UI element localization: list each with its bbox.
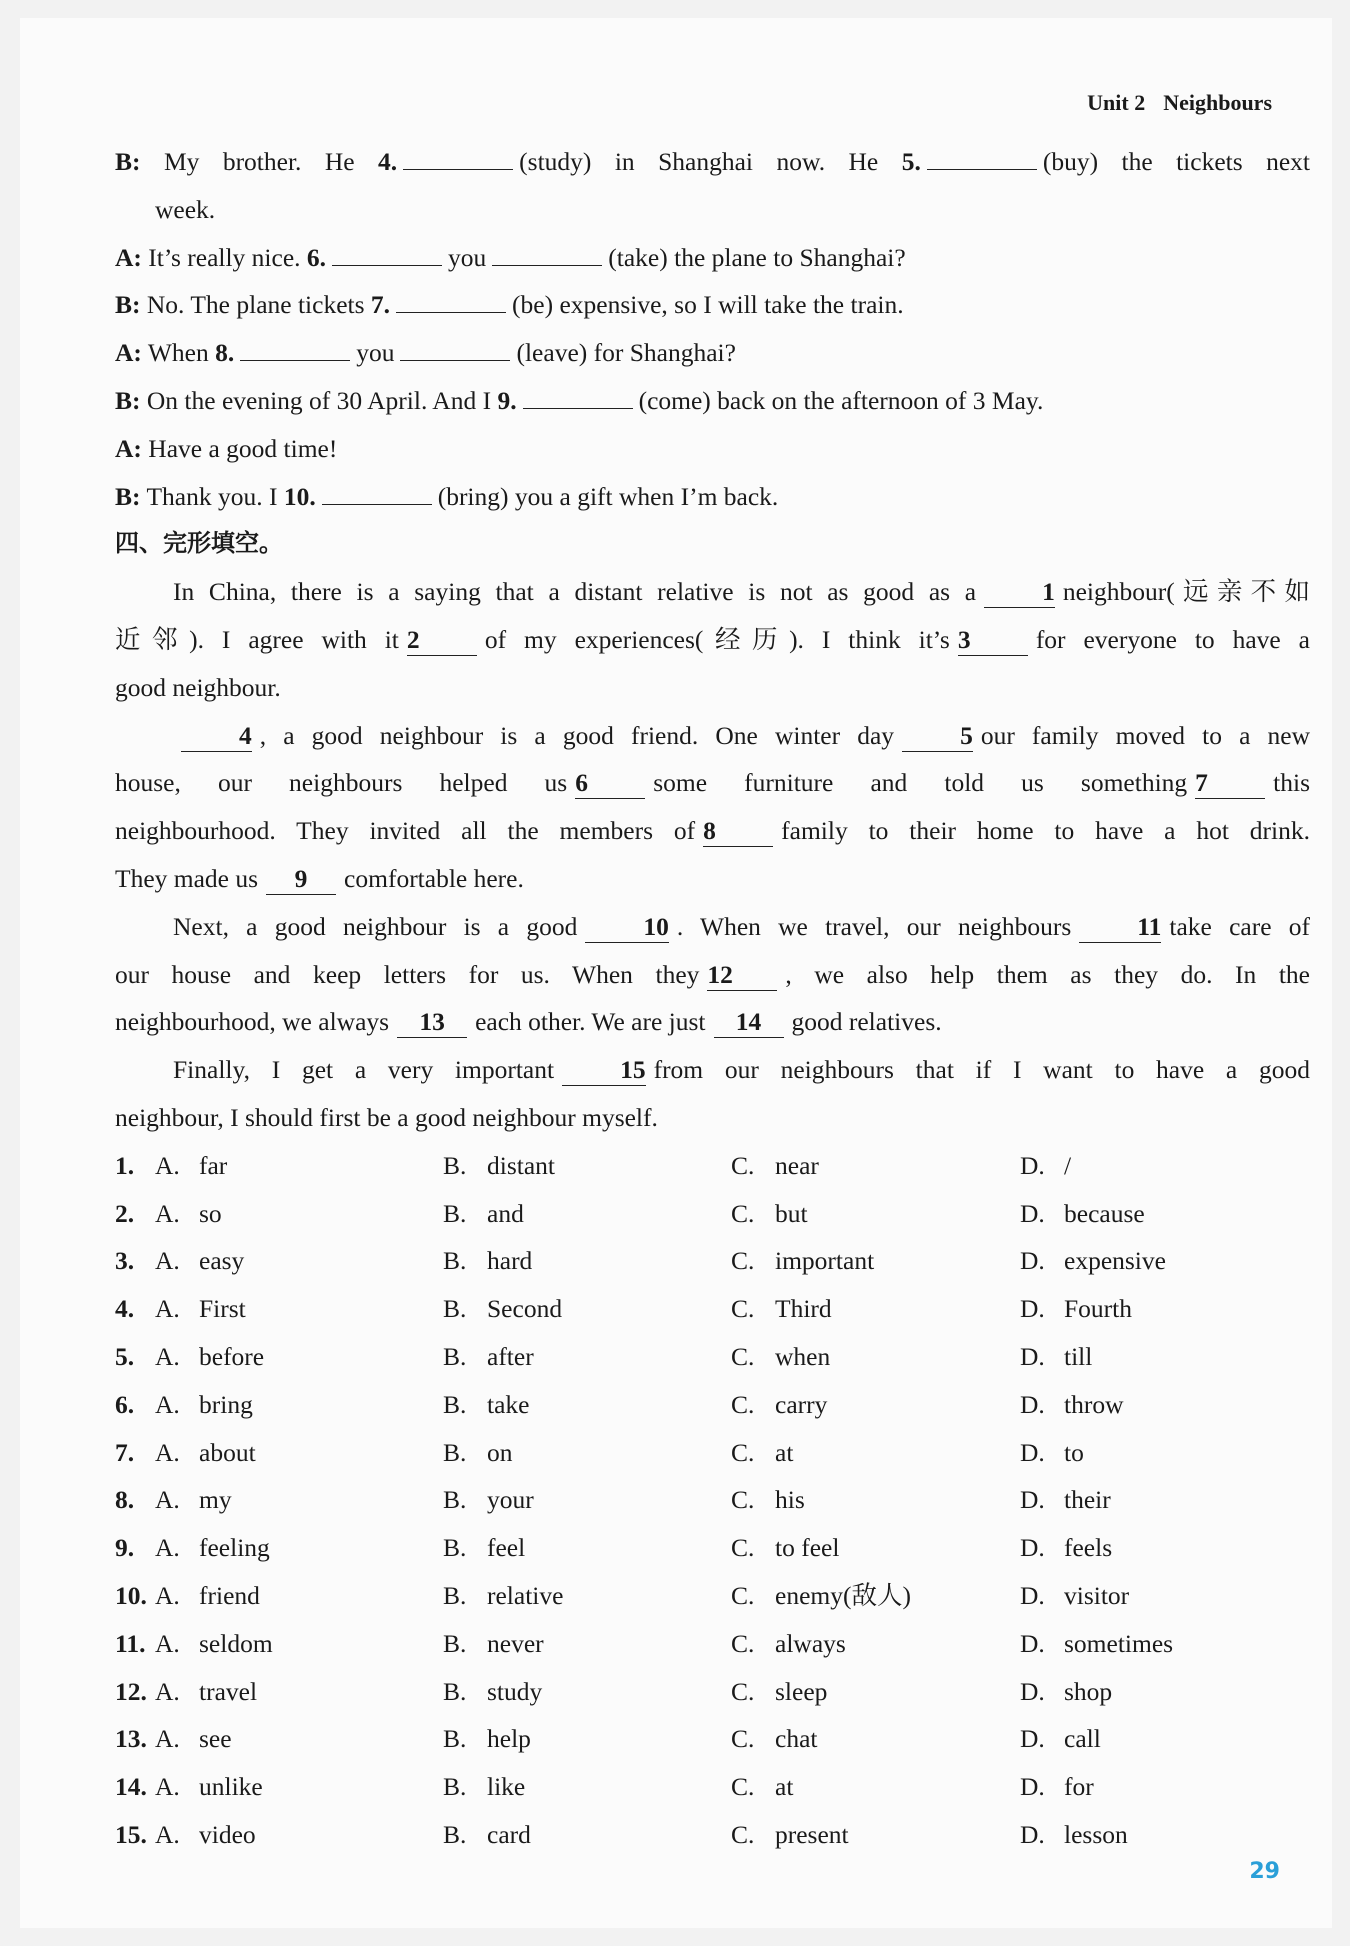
cloze-gap[interactable]: 6 <box>575 768 645 799</box>
option-letter: A. <box>155 1628 180 1658</box>
option-a[interactable] <box>155 1524 443 1572</box>
option-b[interactable] <box>443 1620 731 1668</box>
option-letter: B. <box>443 1676 467 1706</box>
option-letter: C. <box>731 1628 755 1658</box>
option-c[interactable] <box>731 1715 1020 1763</box>
option-letter: C. <box>731 1437 755 1467</box>
option-d[interactable] <box>1020 1524 1308 1572</box>
option-c[interactable] <box>731 1381 1020 1429</box>
option-row <box>115 1381 1310 1429</box>
option-text: carry <box>775 1389 828 1419</box>
option-text: video <box>199 1819 256 1849</box>
option-row <box>115 1429 1310 1477</box>
cloze-gap[interactable]: 11 <box>1079 912 1161 943</box>
question-number: 4. <box>115 1294 135 1324</box>
dialogue-line: B: My brother. He 4. (study) in Shanghai now. He 5. (buy) the tickets next <box>115 147 1310 176</box>
option-letter: A. <box>155 1389 180 1419</box>
option-d[interactable] <box>1020 1190 1308 1238</box>
option-b[interactable] <box>443 1142 731 1190</box>
question-number: 5. <box>115 1341 135 1371</box>
option-text: and <box>487 1198 524 1228</box>
passage-line: house, our neighbours helped us 6 some furniture and told us something 7 this <box>115 768 1310 798</box>
option-c[interactable] <box>731 1429 1020 1477</box>
option-text: throw <box>1064 1389 1124 1419</box>
option-text: First <box>199 1294 246 1324</box>
cloze-gap[interactable]: 3 <box>958 625 1028 656</box>
option-text: seldom <box>199 1628 273 1658</box>
option-c[interactable] <box>731 1237 1020 1285</box>
option-letter: B. <box>443 1294 467 1324</box>
option-letter: B. <box>443 1198 467 1228</box>
passage-line: neighbour, I should first be a good neighbour myself. <box>115 1102 658 1132</box>
option-a[interactable] <box>155 1190 443 1238</box>
option-text: shop <box>1064 1676 1113 1706</box>
option-letter: D. <box>1020 1772 1045 1802</box>
option-letter: B. <box>443 1533 467 1563</box>
option-text: his <box>775 1485 805 1515</box>
option-b[interactable] <box>443 1476 731 1524</box>
option-text: expensive <box>1064 1246 1166 1276</box>
option-b[interactable] <box>443 1524 731 1572</box>
passage-line: neighbourhood, we always 13 each other. We are just 14 good relatives. <box>115 1007 942 1037</box>
option-letter: B. <box>443 1341 467 1371</box>
option-d[interactable] <box>1020 1668 1308 1716</box>
option-letter: D. <box>1020 1485 1045 1515</box>
option-text: enemy(敌人) <box>775 1580 911 1610</box>
option-c[interactable] <box>731 1572 1020 1620</box>
option-text: important <box>775 1246 875 1276</box>
option-a[interactable] <box>155 1763 443 1811</box>
option-text: but <box>775 1198 808 1228</box>
option-letter: D. <box>1020 1676 1045 1706</box>
page-number: 29 <box>1249 1859 1280 1884</box>
option-text: my <box>199 1485 232 1515</box>
option-text: card <box>487 1819 531 1849</box>
option-c[interactable] <box>731 1811 1020 1859</box>
option-letter: C. <box>731 1772 755 1802</box>
option-text: never <box>487 1628 544 1658</box>
option-text: sleep <box>775 1676 828 1706</box>
option-c[interactable] <box>731 1620 1020 1668</box>
option-row <box>115 1285 1310 1333</box>
option-text: always <box>775 1628 846 1658</box>
option-letter: D. <box>1020 1819 1045 1849</box>
option-letter: D. <box>1020 1198 1045 1228</box>
option-text: like <box>487 1772 526 1802</box>
option-c[interactable] <box>731 1763 1020 1811</box>
option-letter: A. <box>155 1580 180 1610</box>
option-a[interactable] <box>155 1715 443 1763</box>
unit-label: Unit 2 <box>1087 90 1146 115</box>
passage-line: In China, there is a saying that a distant relative is not as good as a 1 neighbour(远亲不如 <box>173 577 1310 607</box>
option-letter: A. <box>155 1246 180 1276</box>
passage-line: They made us 9 comfortable here. <box>115 863 524 893</box>
option-b[interactable] <box>443 1429 731 1477</box>
option-text: sometimes <box>1064 1628 1174 1658</box>
option-letter: A. <box>155 1341 180 1371</box>
option-text: your <box>487 1485 534 1515</box>
passage-line: 4 , a good neighbour is a good friend. One winter day 5 our family moved to a new <box>115 712 1310 760</box>
option-row <box>115 1668 1310 1716</box>
dialogue-line: A: It’s really nice. 6. you (take) the plane to Shanghai? <box>115 242 906 272</box>
question-number: 15. <box>115 1819 147 1849</box>
option-letter: C. <box>731 1533 755 1563</box>
option-d[interactable] <box>1020 1381 1308 1429</box>
option-text: hard <box>487 1246 533 1276</box>
option-letter: A. <box>155 1198 180 1228</box>
option-letter: B. <box>443 1246 467 1276</box>
option-row <box>115 1620 1310 1668</box>
answer-blank[interactable] <box>396 288 506 313</box>
option-letter: C. <box>731 1198 755 1228</box>
dialogue-line: B: Thank you. I 10. (bring) you a gift when I’m back. <box>115 481 779 511</box>
cloze-gap[interactable]: 13 <box>397 1007 467 1038</box>
option-b[interactable] <box>443 1285 731 1333</box>
answer-blank[interactable] <box>332 241 442 266</box>
dialogue-line-cont: week. <box>155 194 216 224</box>
option-letter: B. <box>443 1485 467 1515</box>
option-letter: B. <box>443 1819 467 1849</box>
cloze-gap[interactable]: 5 <box>902 721 973 752</box>
dialogue-line: B: No. The plane tickets 7. (be) expensive, so I will take the train. <box>115 290 904 320</box>
option-letter: B. <box>443 1580 467 1610</box>
question-number: 1. <box>115 1150 135 1180</box>
option-c[interactable] <box>731 1285 1020 1333</box>
option-text: for <box>1064 1772 1094 1802</box>
option-b[interactable] <box>443 1381 731 1429</box>
option-letter: B. <box>443 1724 467 1754</box>
dialogue-line: A: When 8. you (leave) for Shanghai? <box>115 338 736 368</box>
answer-blank[interactable] <box>523 384 633 409</box>
option-a[interactable] <box>155 1381 443 1429</box>
option-c[interactable] <box>731 1190 1020 1238</box>
option-text: / <box>1064 1150 1072 1180</box>
cloze-gap[interactable]: 1 <box>984 577 1055 608</box>
option-letter: D. <box>1020 1341 1045 1371</box>
option-text: about <box>199 1437 256 1467</box>
option-letter: D. <box>1020 1580 1045 1610</box>
option-text: till <box>1064 1341 1093 1371</box>
option-text: feel <box>487 1533 526 1563</box>
option-d[interactable] <box>1020 1763 1308 1811</box>
option-b[interactable] <box>443 1715 731 1763</box>
option-d[interactable] <box>1020 1142 1308 1190</box>
option-a[interactable] <box>155 1668 443 1716</box>
option-letter: C. <box>731 1389 755 1419</box>
option-letter: C. <box>731 1819 755 1849</box>
option-letter: D. <box>1020 1389 1045 1419</box>
option-letter: B. <box>443 1389 467 1419</box>
cloze-gap[interactable]: 2 <box>407 625 477 656</box>
cloze-gap[interactable]: 4 <box>181 721 252 752</box>
option-letter: C. <box>731 1485 755 1515</box>
answer-blank[interactable] <box>400 336 510 361</box>
option-row <box>115 1811 1310 1859</box>
option-a[interactable] <box>155 1429 443 1477</box>
question-number: 8. <box>115 1485 135 1515</box>
option-b[interactable] <box>443 1668 731 1716</box>
option-letter: A. <box>155 1437 180 1467</box>
option-letter: A. <box>155 1533 180 1563</box>
option-text: feels <box>1064 1533 1113 1563</box>
answer-blank[interactable] <box>403 145 513 170</box>
running-header <box>1087 90 1272 116</box>
question-number: 9. <box>115 1533 135 1563</box>
option-row <box>115 1524 1310 1572</box>
option-d[interactable] <box>1020 1476 1308 1524</box>
answer-blank[interactable] <box>927 145 1037 170</box>
option-text: Fourth <box>1064 1294 1133 1324</box>
option-letter: D. <box>1020 1246 1045 1276</box>
answer-blank[interactable] <box>240 336 350 361</box>
passage-line: neighbourhood. They invited all the members of 8 family to their home to have a hot drink. <box>115 816 1310 846</box>
option-text: call <box>1064 1724 1101 1754</box>
answer-blank[interactable] <box>322 480 432 505</box>
content <box>115 138 1310 1859</box>
option-text: at <box>775 1772 794 1802</box>
option-c[interactable] <box>731 1333 1020 1381</box>
option-letter: C. <box>731 1150 755 1180</box>
option-b[interactable] <box>443 1333 731 1381</box>
option-text: visitor <box>1064 1580 1130 1610</box>
passage-line: 近邻). I agree with it 2 of my experiences(经历). I think it’s 3 for everyone to have a <box>115 624 1310 654</box>
option-c[interactable] <box>731 1524 1020 1572</box>
option-text: unlike <box>199 1772 263 1802</box>
option-row <box>115 1142 1310 1190</box>
option-row <box>115 1476 1310 1524</box>
option-row <box>115 1572 1310 1620</box>
option-d[interactable] <box>1020 1237 1308 1285</box>
option-d[interactable] <box>1020 1715 1308 1763</box>
question-number: 3. <box>115 1246 135 1276</box>
options-list <box>115 1142 1310 1859</box>
option-text: when <box>775 1341 831 1371</box>
option-letter: A. <box>155 1772 180 1802</box>
option-d[interactable] <box>1020 1333 1308 1381</box>
cloze-gap[interactable]: 8 <box>703 816 773 847</box>
option-b[interactable] <box>443 1572 731 1620</box>
option-d[interactable] <box>1020 1811 1308 1859</box>
option-text: because <box>1064 1198 1145 1228</box>
option-letter: A. <box>155 1485 180 1515</box>
cloze-gap[interactable]: 10 <box>585 912 669 943</box>
option-text: help <box>487 1724 531 1754</box>
passage-line: our house and keep letters for us. When they 12 , we also help them as they do. In the <box>115 959 1310 989</box>
option-letter: D. <box>1020 1150 1045 1180</box>
option-letter: A. <box>155 1676 180 1706</box>
question-number: 13. <box>115 1724 147 1754</box>
passage-line: good neighbour. <box>115 672 281 702</box>
option-text: relative <box>487 1580 564 1610</box>
passage-line: Next, a good neighbour is a good 10 . When we travel, our neighbours 11 take care of <box>173 911 1310 941</box>
option-a[interactable] <box>155 1333 443 1381</box>
option-letter: C. <box>731 1246 755 1276</box>
question-number: 6. <box>115 1389 135 1419</box>
option-c[interactable] <box>731 1476 1020 1524</box>
option-row <box>115 1763 1310 1811</box>
option-letter: B. <box>443 1772 467 1802</box>
option-a[interactable] <box>155 1476 443 1524</box>
option-letter: C. <box>731 1676 755 1706</box>
option-text: present <box>775 1819 849 1849</box>
cloze-gap[interactable]: 14 <box>714 1007 784 1038</box>
option-letter: D. <box>1020 1533 1045 1563</box>
question-number: 2. <box>115 1198 135 1228</box>
option-letter: A. <box>155 1294 180 1324</box>
option-text: easy <box>199 1246 245 1276</box>
question-number: 12. <box>115 1676 147 1706</box>
option-letter: A. <box>155 1150 180 1180</box>
option-a[interactable] <box>155 1620 443 1668</box>
option-a[interactable] <box>155 1572 443 1620</box>
option-text: at <box>775 1437 794 1467</box>
option-d[interactable] <box>1020 1572 1308 1620</box>
option-d[interactable] <box>1020 1620 1308 1668</box>
option-text: take <box>487 1389 530 1419</box>
option-letter: B. <box>443 1628 467 1658</box>
option-text: near <box>775 1150 819 1180</box>
passage-line: Finally, I get a very important 15 from our neighbours that if I want to have a good <box>173 1055 1310 1085</box>
option-text: to <box>1064 1437 1084 1467</box>
option-letter: D. <box>1020 1724 1045 1754</box>
option-b[interactable] <box>443 1763 731 1811</box>
option-letter: A. <box>155 1819 180 1849</box>
cloze-gap[interactable]: 7 <box>1195 768 1265 799</box>
option-letter: C. <box>731 1341 755 1371</box>
option-letter: D. <box>1020 1437 1045 1467</box>
option-text: Second <box>487 1294 563 1324</box>
option-letter: B. <box>443 1150 467 1180</box>
option-text: so <box>199 1198 222 1228</box>
option-a[interactable] <box>155 1142 443 1190</box>
cloze-gap[interactable]: 15 <box>562 1055 646 1086</box>
dialogue-line: A: Have a good time! <box>115 433 338 463</box>
option-text: their <box>1064 1485 1111 1515</box>
option-text: bring <box>199 1389 253 1419</box>
option-a[interactable] <box>155 1811 443 1859</box>
option-row <box>115 1715 1310 1763</box>
option-text: study <box>487 1676 543 1706</box>
question-number: 14. <box>115 1772 147 1802</box>
option-c[interactable] <box>731 1142 1020 1190</box>
option-b[interactable] <box>443 1237 731 1285</box>
unit-title: Neighbours <box>1163 90 1272 115</box>
option-text: before <box>199 1341 265 1371</box>
question-number: 10. <box>115 1580 147 1610</box>
option-letter: C. <box>731 1724 755 1754</box>
option-letter: D. <box>1020 1294 1045 1324</box>
cloze-gap[interactable]: 9 <box>266 864 336 895</box>
option-d[interactable] <box>1020 1429 1308 1477</box>
question-number: 11. <box>115 1628 146 1658</box>
option-a[interactable] <box>155 1237 443 1285</box>
option-letter: C. <box>731 1294 755 1324</box>
option-row <box>115 1333 1310 1381</box>
option-text: after <box>487 1341 534 1371</box>
option-text: see <box>199 1724 232 1754</box>
option-text: travel <box>199 1676 258 1706</box>
option-letter: A. <box>155 1724 180 1754</box>
option-text: far <box>199 1150 228 1180</box>
option-row <box>115 1190 1310 1238</box>
option-text: feeling <box>199 1533 270 1563</box>
option-d[interactable] <box>1020 1285 1308 1333</box>
cloze-gap[interactable]: 12 <box>707 960 777 991</box>
option-b[interactable] <box>443 1190 731 1238</box>
option-text: chat <box>775 1724 818 1754</box>
worksheet-page <box>20 18 1332 1928</box>
option-text: friend <box>199 1580 260 1610</box>
option-letter: C. <box>731 1580 755 1610</box>
section-title: 四、完形填空。 <box>115 529 283 558</box>
option-row <box>115 1237 1310 1285</box>
question-number: 7. <box>115 1437 135 1467</box>
option-text: Third <box>775 1294 832 1324</box>
option-text: on <box>487 1437 513 1467</box>
answer-blank[interactable] <box>492 241 602 266</box>
dialogue-line: B: On the evening of 30 April. And I 9. (come) back on the afternoon of 3 May. <box>115 385 1044 415</box>
option-letter: B. <box>443 1437 467 1467</box>
option-a[interactable] <box>155 1285 443 1333</box>
option-text: lesson <box>1064 1819 1128 1849</box>
option-letter: D. <box>1020 1628 1045 1658</box>
option-b[interactable] <box>443 1811 731 1859</box>
option-c[interactable] <box>731 1668 1020 1716</box>
option-text: distant <box>487 1150 555 1180</box>
option-text: to feel <box>775 1533 840 1563</box>
